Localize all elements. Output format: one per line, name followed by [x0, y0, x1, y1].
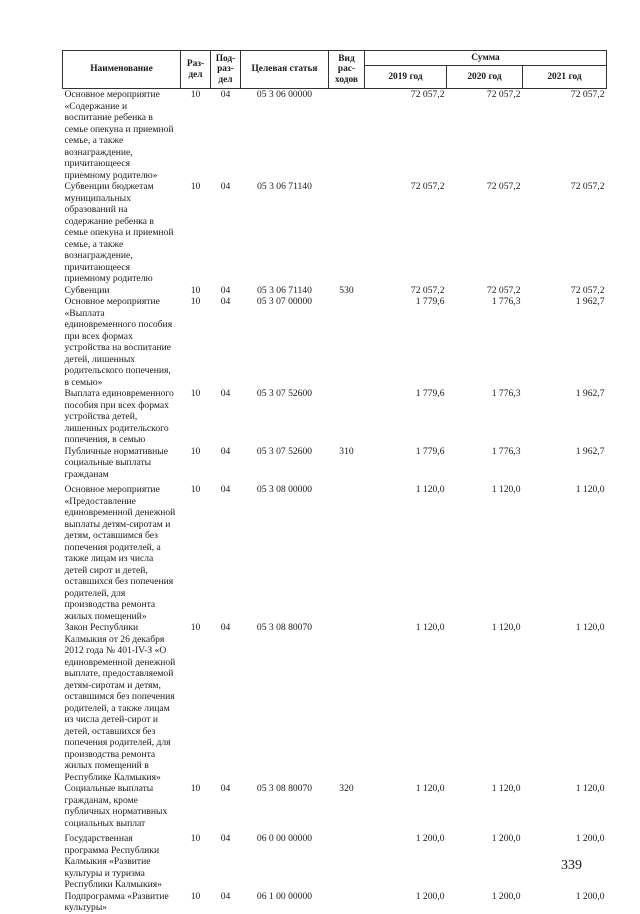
row-amount-2019: 72 057,2: [410, 89, 445, 100]
row-amount-2020: 1 120,0: [491, 783, 521, 794]
row-razdel: 10: [190, 445, 201, 457]
row-name: Основное мероприятие «Содержание и воспитание ребенка в семье опекуна и приемной семье, а также вознаграждение, причитающееся приемному родителю»: [64, 89, 174, 181]
row-vid: 320: [339, 783, 354, 794]
row-amount-2020: 72 057,2: [486, 89, 521, 100]
row-vid: 530: [339, 284, 354, 296]
row-razdel: 10: [190, 296, 201, 307]
row-vid: [329, 829, 365, 891]
table-row: [63, 891, 607, 914]
table-row: [63, 181, 607, 285]
row-amount-2021: 72 057,2: [570, 284, 605, 296]
header-vid: Вид рас-ходов: [329, 51, 365, 89]
row-vid: [329, 89, 365, 182]
budget-table: [62, 50, 607, 914]
header-name: Наименование: [63, 51, 181, 89]
row-podrazdel: 04: [220, 890, 231, 902]
row-vid: [329, 388, 365, 446]
row-razdel: 10: [190, 181, 201, 192]
table-row: [63, 89, 607, 182]
row-vid: 310: [339, 445, 354, 457]
row-amount-2019: 1 200,0: [415, 833, 445, 844]
table-row: [63, 829, 607, 891]
row-name: Подпрограмма «Развитие культуры»: [64, 890, 169, 913]
row-amount-2020: 1 120,0: [491, 484, 521, 495]
row-amount-2019: 1 779,6: [415, 388, 445, 399]
row-amount-2020: 1 200,0: [491, 890, 521, 902]
row-amount-2021: 72 057,2: [570, 181, 605, 192]
row-razdel: 10: [190, 890, 201, 902]
row-amount-2019: 1 120,0: [415, 622, 445, 633]
row-celevaya: 06 1 00 00000: [256, 890, 313, 902]
row-celevaya: 05 3 07 00000: [256, 296, 313, 307]
row-amount-2021: 1 120,0: [575, 622, 605, 633]
row-celevaya: 05 3 08 80070: [256, 783, 313, 794]
row-celevaya: 05 3 08 80070: [256, 622, 313, 633]
row-razdel: 10: [190, 284, 201, 296]
row-vid: [329, 296, 365, 388]
table-row: [63, 285, 607, 297]
row-amount-2020: 1 776,3: [491, 445, 521, 457]
row-amount-2020: 1 776,3: [491, 296, 521, 307]
row-amount-2019: 1 779,6: [415, 445, 445, 457]
row-amount-2019: 72 057,2: [410, 284, 445, 296]
row-amount-2020: 1 200,0: [491, 833, 521, 844]
row-name: Основное мероприятие «Выплата единовременного пособия при всех формах устройства на воспитание детей, лишенных родительского попечения, в семью»: [64, 296, 173, 388]
row-amount-2020: 72 057,2: [486, 181, 521, 192]
row-razdel: 10: [190, 783, 201, 794]
header-year-2019: 2019 год: [365, 66, 447, 89]
table-row: [63, 446, 607, 481]
row-celevaya: 05 3 07 52600: [256, 445, 313, 457]
header-razdel: Раз-дел: [181, 51, 211, 89]
row-amount-2019: 1 200,0: [415, 890, 445, 902]
table-row: [63, 783, 607, 829]
table-row: [63, 622, 607, 783]
header-summa: Сумма: [365, 51, 607, 66]
row-name: Основное мероприятие «Предоставление единовременной денежной выплаты детям-сиротам и детям, оставшимся без попечения родителей, а также лицам из числа детей сирот и детей, оставшихся без попечения родителей, для производства ремонта жилых помещений»: [64, 484, 176, 622]
row-podrazdel: 04: [220, 484, 231, 495]
row-razdel: 10: [190, 89, 201, 100]
header-podrazdel: Под-раз-дел: [211, 51, 241, 89]
row-amount-2021: 1 962,7: [575, 445, 605, 457]
row-amount-2020: 72 057,2: [486, 284, 521, 296]
row-amount-2019: 1 120,0: [415, 484, 445, 495]
row-celevaya: 05 3 06 00000: [256, 89, 313, 100]
row-name: Закон Республики Калмыкия от 26 декабря 2012 года № 401-IV-З «О единовременной денежной выплате, предоставляемой детям-сиротам и детям, оставшимся без попечения родителей, а также лицам из числа детей-сирот и детей, оставшихся без попечения родителей, для производства ремонта жилых помещений в Республике Калмыкия»: [64, 622, 176, 783]
row-podrazdel: 04: [220, 833, 231, 844]
table-row: [63, 296, 607, 388]
row-razdel: 10: [190, 622, 201, 633]
row-vid: [329, 622, 365, 783]
table-header: [63, 51, 607, 89]
row-razdel: 10: [190, 833, 201, 844]
row-vid: [329, 480, 365, 622]
row-amount-2021: 1 962,7: [575, 296, 605, 307]
row-razdel: 10: [190, 484, 201, 495]
row-name: Выплата единовременного пособия при всех формах устройства детей, лишенных родительского попечения, в семью: [64, 388, 174, 445]
page-number: 339: [561, 858, 582, 873]
header-year-2021: 2021 год: [523, 66, 607, 89]
row-amount-2020: 1 776,3: [491, 388, 521, 399]
row-amount-2021: 1 962,7: [575, 388, 605, 399]
row-name: Субвенции бюджетам муниципальных образований на содержание ребенка в семье опекуна и приемной семье, а также вознаграждение, причитающееся приемному родителю: [64, 181, 174, 284]
row-podrazdel: 04: [220, 181, 231, 192]
row-vid: [329, 181, 365, 285]
table-row: [63, 480, 607, 622]
row-podrazdel: 04: [220, 783, 231, 794]
row-razdel: 10: [190, 388, 201, 399]
row-podrazdel: 04: [220, 388, 231, 399]
row-celevaya: 05 3 07 52600: [256, 388, 313, 399]
row-podrazdel: 04: [220, 89, 231, 100]
header-year-2020: 2020 год: [447, 66, 523, 89]
row-amount-2021: 72 057,2: [570, 89, 605, 100]
row-name: Субвенции: [64, 284, 110, 296]
row-name: Социальные выплаты гражданам, кроме публичных нормативных социальных выплат: [64, 783, 168, 829]
row-podrazdel: 04: [220, 622, 231, 633]
row-celevaya: 05 3 08 00000: [256, 484, 313, 495]
row-amount-2019: 72 057,2: [410, 181, 445, 192]
row-vid: [329, 891, 365, 914]
row-celevaya: 05 3 06 71140: [257, 284, 312, 296]
row-name: Государственная программа Республики Калмыкия «Развитие культуры и туризма Республики Калмыкия»: [64, 833, 162, 890]
row-amount-2019: 1 120,0: [415, 783, 445, 794]
row-podrazdel: 04: [220, 445, 231, 457]
row-amount-2019: 1 779,6: [415, 296, 445, 307]
row-podrazdel: 04: [220, 284, 231, 296]
table-row: [63, 388, 607, 446]
row-celevaya: 05 3 06 71140: [257, 181, 312, 192]
header-celevaya: Целевая статья: [241, 51, 329, 89]
row-amount-2021: 1 120,0: [575, 783, 605, 794]
row-celevaya: 06 0 00 00000: [256, 833, 313, 844]
table-body: [63, 89, 607, 914]
row-podrazdel: 04: [220, 296, 231, 307]
row-amount-2020: 1 120,0: [491, 622, 521, 633]
row-amount-2021: 1 120,0: [575, 484, 605, 495]
row-name: Публичные нормативные социальные выплаты гражданам: [64, 445, 169, 480]
row-amount-2021: 1 200,0: [575, 833, 605, 844]
row-amount-2021: 1 200,0: [575, 890, 605, 902]
